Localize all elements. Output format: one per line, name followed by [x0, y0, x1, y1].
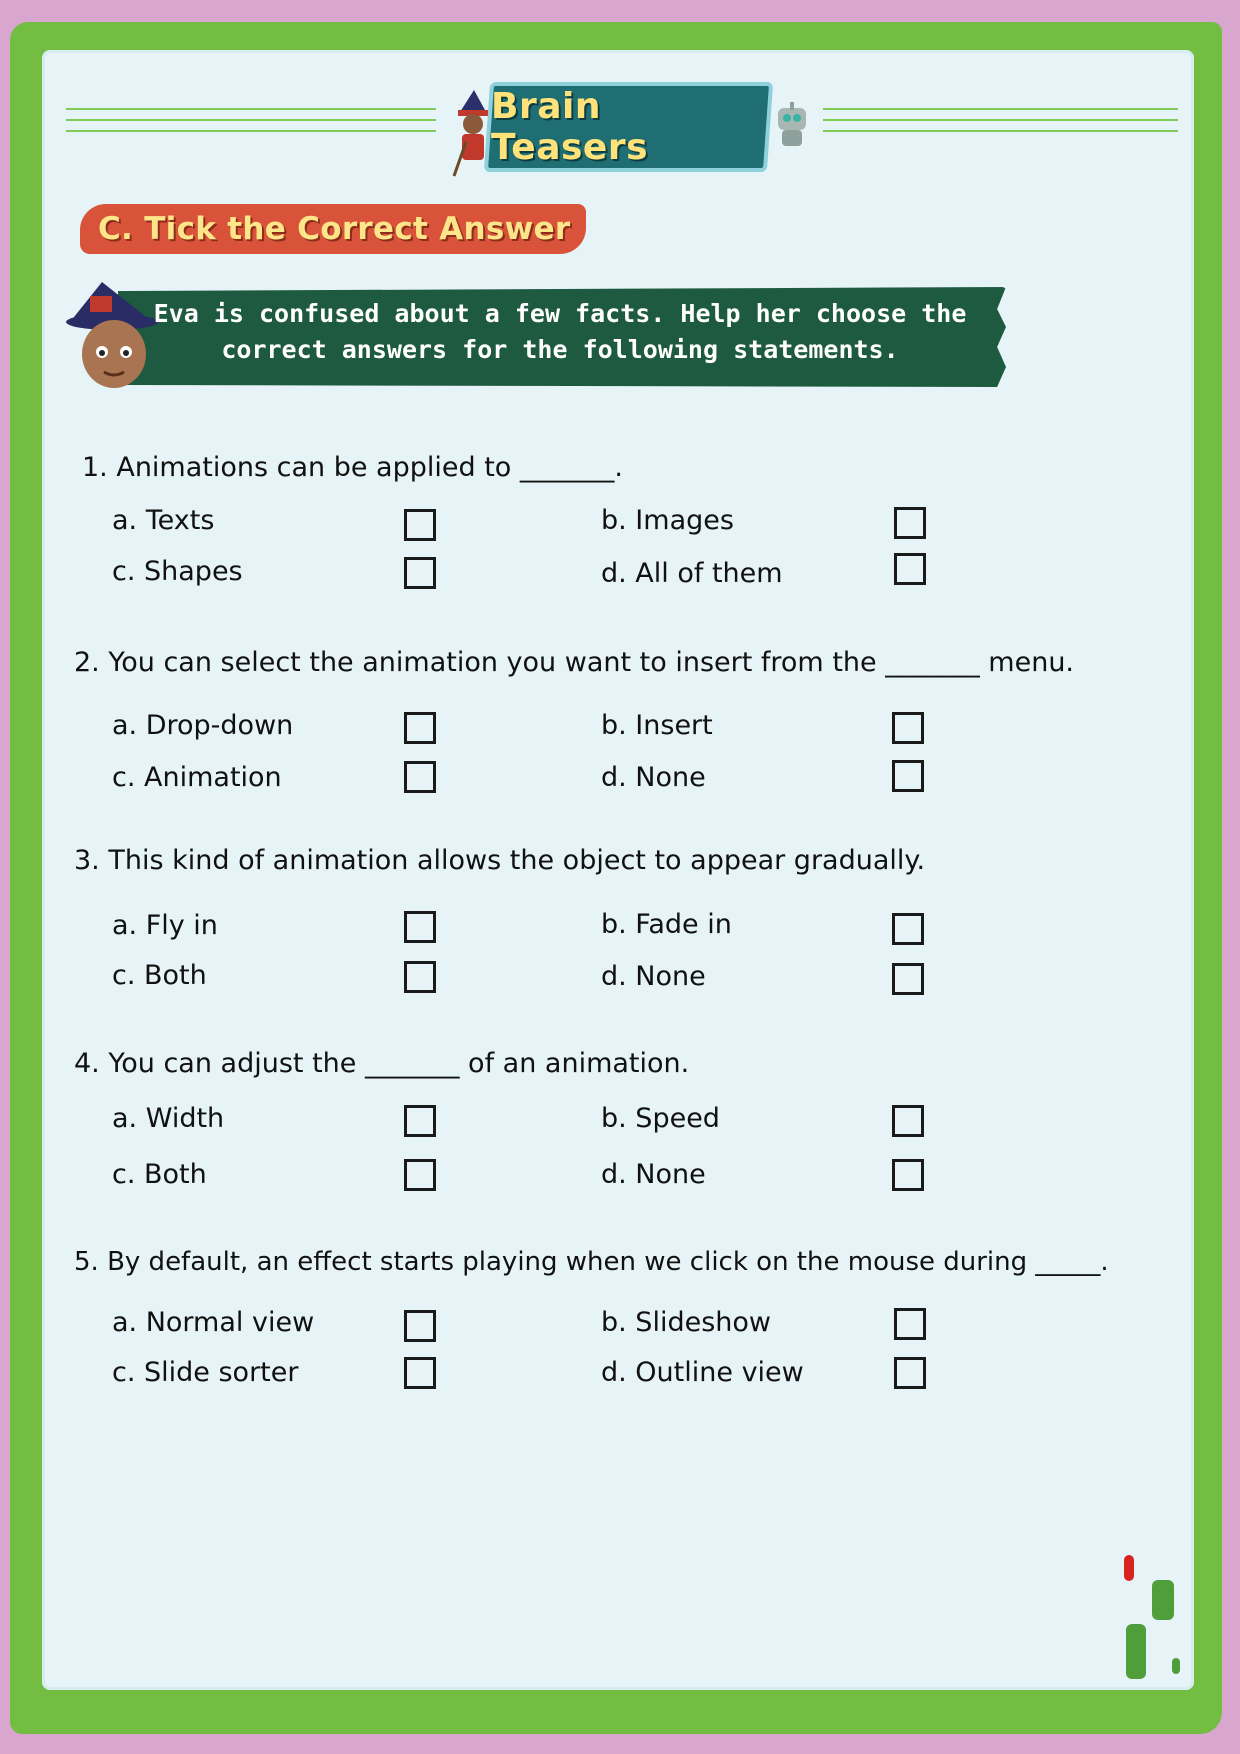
decorative-green-bar-1	[1152, 1580, 1174, 1620]
checkbox-5c[interactable]	[404, 1357, 436, 1389]
option-4b: b. Speed	[601, 1103, 720, 1134]
question-4: 4. You can adjust the _______ of an animation.	[74, 1048, 690, 1079]
instruction-line-1: Eva is confused about a few facts. Help her choose the	[153, 299, 967, 328]
option-3b: b. Fade in	[601, 909, 732, 940]
checkbox-5b[interactable]	[894, 1308, 926, 1340]
checkbox-3a[interactable]	[404, 911, 436, 943]
option-1b: b. Images	[601, 505, 734, 536]
instruction-line-2: correct answers for the following statements.	[221, 335, 899, 364]
option-5b: b. Slideshow	[601, 1307, 771, 1338]
checkbox-4b[interactable]	[892, 1105, 924, 1137]
decorative-green-bar-3	[1172, 1658, 1180, 1674]
checkbox-2a[interactable]	[404, 712, 436, 744]
checkbox-5a[interactable]	[404, 1310, 436, 1342]
section-heading-text: C. Tick the Correct Answer	[98, 211, 571, 247]
decorative-lines-right	[823, 108, 1178, 144]
option-4c: c. Both	[112, 1159, 207, 1190]
decorative-red-bar	[1124, 1555, 1134, 1581]
option-2c: c. Animation	[112, 762, 282, 793]
section-heading	[80, 204, 586, 254]
checkbox-1c[interactable]	[404, 557, 436, 589]
option-4d: d. None	[601, 1159, 706, 1190]
checkbox-4d[interactable]	[892, 1159, 924, 1191]
checkbox-3d[interactable]	[892, 963, 924, 995]
decorative-lines-left	[66, 108, 436, 144]
badge-title: Brain Teasers	[491, 86, 649, 168]
checkbox-3b[interactable]	[892, 913, 924, 945]
question-3: 3. This kind of animation allows the object to appear gradually.	[74, 845, 926, 876]
checkbox-2d[interactable]	[892, 760, 924, 792]
question-1: 1. Animations can be applied to _______.	[82, 452, 623, 483]
brain-teasers-badge	[484, 82, 773, 172]
checkbox-4a[interactable]	[404, 1105, 436, 1137]
wizard-avatar-icon	[62, 282, 164, 390]
option-2b: b. Insert	[601, 710, 713, 741]
option-2d: d. None	[601, 762, 706, 793]
option-1d: d. All of them	[601, 558, 783, 589]
checkbox-3c[interactable]	[404, 961, 436, 993]
robot-character-icon	[770, 100, 814, 152]
option-3a: a. Fly in	[112, 910, 218, 941]
decorative-green-bar-2	[1126, 1624, 1146, 1679]
checkbox-4c[interactable]	[404, 1159, 436, 1191]
option-3c: c. Both	[112, 960, 207, 991]
option-2a: a. Drop-down	[112, 710, 294, 741]
question-2: 2. You can select the animation you want to insert from the _______ menu.	[74, 647, 1075, 678]
checkbox-2b[interactable]	[892, 712, 924, 744]
checkbox-1d[interactable]	[894, 553, 926, 585]
checkbox-1a[interactable]	[404, 509, 436, 541]
checkbox-5d[interactable]	[894, 1357, 926, 1389]
instruction-text	[150, 296, 970, 368]
option-3d: d. None	[601, 961, 706, 992]
option-1c: c. Shapes	[112, 556, 243, 587]
checkbox-1b[interactable]	[894, 507, 926, 539]
option-5a: a. Normal view	[112, 1307, 315, 1338]
option-5c: c. Slide sorter	[112, 1357, 299, 1388]
question-5: 5. By default, an effect starts playing when we click on the mouse during _____.	[74, 1247, 1109, 1277]
checkbox-2c[interactable]	[404, 761, 436, 793]
option-4a: a. Width	[112, 1103, 225, 1134]
option-1a: a. Texts	[112, 505, 215, 536]
option-5d: d. Outline view	[601, 1357, 804, 1388]
